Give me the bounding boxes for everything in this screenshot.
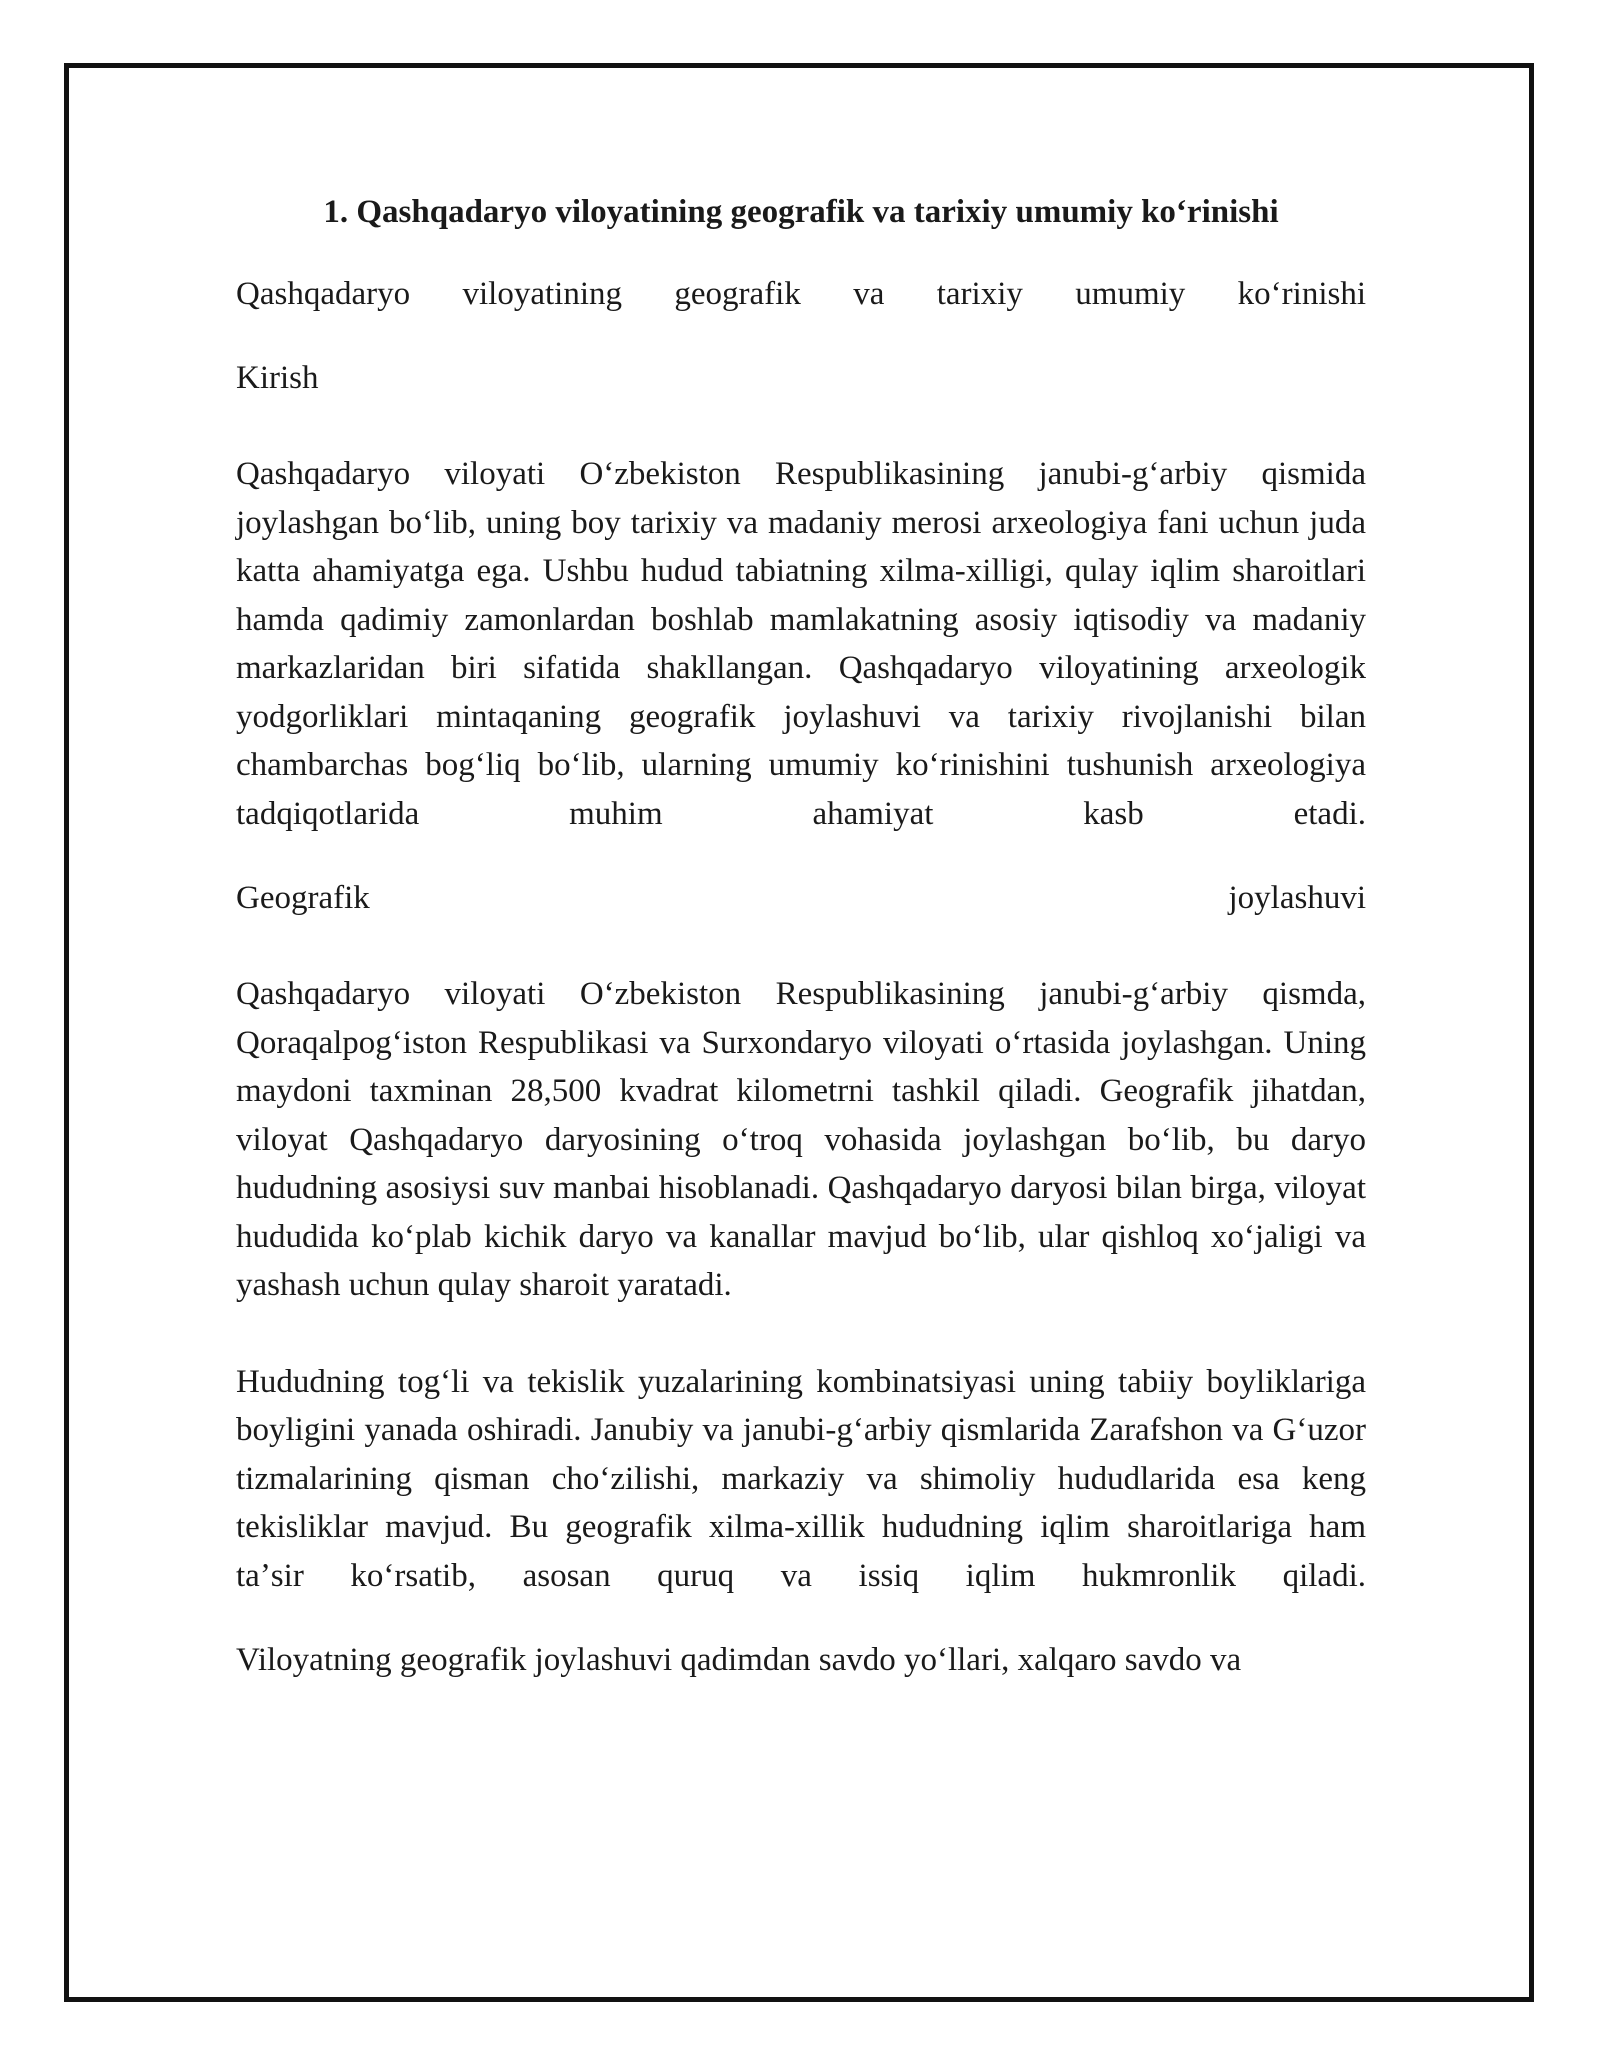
document-title: 1. Qashqadaryo viloyatining geografik va tarixiy umumiy koʻrinishi xyxy=(323,194,1279,230)
geo-paragraph-1: Qashqadaryo viloyati Oʻzbekiston Respublikasining janubi-gʻarbiy qismda, Qoraqalpogʻiston Respublikasi va Surxondaryo viloyati oʻrtasida joylashgan. Uning maydoni taxminan 28,500 kvadrat kilometrni tashkil qiladi. Geografik jihatdan, viloyat Qashqadaryo daryosining oʻtroq vohasida joylashgan boʻlib, bu daryo hududning asosiysi suv manbai hisoblanadi. Qashqadaryo daryosi bilan birga, viloyat hududida koʻplab kichik daryo va kanallar mavjud boʻlib, ular qishloq xoʻjaligi va yashash uchun qulay sharoit yaratadi. xyxy=(236,976,1366,1303)
geo-paragraph-3: Viloyatning geografik joylashuvi qadimdan savdo yoʻllari, xalqaro savdo va xyxy=(236,1642,1242,1678)
intro-heading: Kirish xyxy=(236,360,319,396)
document-body xyxy=(236,188,1366,1685)
intro-paragraph: Qashqadaryo viloyati Oʻzbekiston Respublikasining janubi-gʻarbiy qismida joylashgan boʻlib, uning boy tarixiy va madaniy merosi arxeologiya fani uchun juda katta ahamiyatga ega. Ushbu hudud tabiatning xilma-xilligi, qulay iqlim sharoitlari hamda qadimiy zamonlardan boshlab mamlakatning asosiy iqtisodiy va madaniy markazlaridan biri sifatida shakllangan. Qashqadaryo viloyatining arxeologik yodgorliklari mintaqaning geografik joylashuvi va tarixiy rivojlanishi bilan chambarchas bogʻliq boʻlib, ularning umumiy koʻrinishini tushunish arxeologiya tadqiqotlarida muhim ahamiyat kasb etadi. xyxy=(236,456,1366,832)
geo-heading: Geografik joylashuvi xyxy=(236,880,1366,916)
subtitle-line: Qashqadaryo viloyatining geografik va tarixiy umumiy koʻrinishi xyxy=(236,276,1366,312)
geo-paragraph-2: Hududning togʻli va tekislik yuzalarining kombinatsiyasi uning tabiiy boyliklariga boyligini yanada oshiradi. Janubiy va janubi-gʻarbiy qismlarida Zarafshon va Gʻuzor tizmalarining qisman choʻzilishi, markaziy va shimoliy hududlarida esa keng tekisliklar mavjud. Bu geografik xilma-xillik hududning iqlim sharoitlariga ham taʼsir koʻrsatib, asosan quruq va issiq iqlim hukmronlik qiladi. xyxy=(236,1363,1366,1594)
